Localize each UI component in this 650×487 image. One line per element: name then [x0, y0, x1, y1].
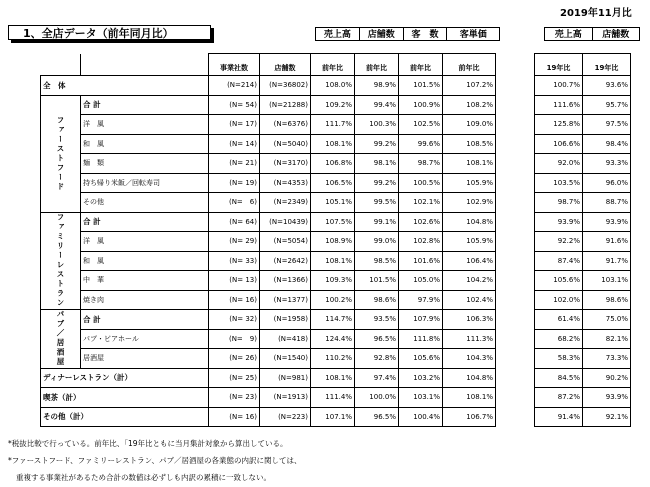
yoy-value: 108.1% — [443, 154, 496, 174]
row-label: 麺 類 — [81, 154, 209, 174]
companies-count: (N= 29) — [209, 232, 260, 252]
yoy-value: 102.8% — [399, 232, 443, 252]
table-row — [41, 173, 631, 193]
yoy-value: 104.2% — [443, 271, 496, 291]
gap-cell — [496, 368, 535, 388]
row-label: 和 風 — [81, 134, 209, 154]
note-3: 重複する事業社があるため合計の数値は必ずしも内訳の累積に一致しない。 — [16, 473, 271, 482]
vs-2019-value: 98.6% — [583, 290, 631, 310]
column-header: 店舗数 — [260, 54, 311, 76]
vs-2019-value: 98.4% — [583, 134, 631, 154]
gap-cell — [496, 290, 535, 310]
vs-2019-value: 73.3% — [583, 349, 631, 369]
row-label: 居酒屋 — [81, 349, 209, 369]
yoy-value: 107.2% — [443, 76, 496, 96]
header-side-sales: 売上高 — [545, 28, 593, 40]
table-row — [41, 154, 631, 174]
row-label: その他 — [81, 193, 209, 213]
group-label: ファーストフード — [41, 95, 81, 212]
gap-cell — [496, 271, 535, 291]
stores-count: (N=10439) — [260, 212, 311, 232]
row-label: 合 計 — [81, 95, 209, 115]
stores-count: (N=2642) — [260, 251, 311, 271]
stores-count: (N=6376) — [260, 115, 311, 135]
yoy-value: 108.1% — [311, 368, 355, 388]
yoy-value: 93.5% — [355, 310, 399, 330]
yoy-value: 102.6% — [399, 212, 443, 232]
yoy-value: 108.0% — [311, 76, 355, 96]
row-label: 合 計 — [81, 310, 209, 330]
yoy-value: 101.6% — [399, 251, 443, 271]
yoy-value: 109.2% — [311, 95, 355, 115]
companies-count: (N= 26) — [209, 349, 260, 369]
companies-count: (N= 33) — [209, 251, 260, 271]
companies-count: (N= 32) — [209, 310, 260, 330]
yoy-value: 101.5% — [399, 76, 443, 96]
yoy-value: 100.3% — [355, 115, 399, 135]
yoy-value: 101.5% — [355, 271, 399, 291]
yoy-value: 102.1% — [399, 193, 443, 213]
group-label: パブ／居酒屋 — [41, 310, 81, 369]
yoy-value: 107.5% — [311, 212, 355, 232]
gap-cell — [496, 54, 535, 76]
yoy-value: 99.5% — [355, 193, 399, 213]
yoy-value: 108.1% — [311, 251, 355, 271]
header-stores: 店舗数 — [360, 28, 404, 40]
gap-cell — [496, 193, 535, 213]
vs-2019-value: 93.6% — [583, 76, 631, 96]
yoy-value: 106.3% — [443, 310, 496, 330]
companies-count: (N= 21) — [209, 154, 260, 174]
gap-cell — [496, 388, 535, 408]
notes — [8, 438, 301, 483]
row-label: その他（計） — [41, 407, 209, 427]
table-row — [41, 193, 631, 213]
yoy-value: 99.2% — [355, 134, 399, 154]
companies-count: (N=214) — [209, 76, 260, 96]
row-label: 持ち帰り米飯／回転寿司 — [81, 173, 209, 193]
companies-count: (N= 6) — [209, 193, 260, 213]
vs-2019-value: 75.0% — [583, 310, 631, 330]
table-row — [41, 407, 631, 427]
yoy-value: 106.7% — [443, 407, 496, 427]
gap-cell — [496, 173, 535, 193]
yoy-value: 99.1% — [355, 212, 399, 232]
table-row — [41, 271, 631, 291]
stores-count: (N=1913) — [260, 388, 311, 408]
stores-count: (N=3170) — [260, 154, 311, 174]
yoy-value: 96.5% — [355, 329, 399, 349]
vs-2019-value: 93.9% — [583, 388, 631, 408]
yoy-value: 124.4% — [311, 329, 355, 349]
row-label: 和 風 — [81, 251, 209, 271]
header-side-stores: 店舗数 — [602, 30, 630, 40]
header-customers: 客 数 — [404, 28, 448, 40]
gap-cell — [496, 76, 535, 96]
gap-cell — [496, 232, 535, 252]
table-row — [41, 251, 631, 271]
row-label: 焼き肉 — [81, 290, 209, 310]
table-row — [41, 232, 631, 252]
yoy-value: 106.8% — [311, 154, 355, 174]
yoy-value: 111.8% — [399, 329, 443, 349]
companies-count: (N= 9) — [209, 329, 260, 349]
row-label: ディナーレストラン（計） — [41, 368, 209, 388]
yoy-value: 105.9% — [443, 232, 496, 252]
gap-cell — [496, 407, 535, 427]
companies-count: (N= 17) — [209, 115, 260, 135]
group-label: ファミリーレストラン — [41, 212, 81, 310]
stores-count: (N=223) — [260, 407, 311, 427]
stores-count: (N=5040) — [260, 134, 311, 154]
table-row — [41, 310, 631, 330]
yoy-value: 102.5% — [399, 115, 443, 135]
yoy-value: 103.2% — [399, 368, 443, 388]
vs-2019-value: 92.0% — [535, 154, 583, 174]
yoy-value: 99.0% — [355, 232, 399, 252]
companies-count: (N= 13) — [209, 271, 260, 291]
companies-count: (N= 64) — [209, 212, 260, 232]
stores-count: (N=5054) — [260, 232, 311, 252]
yoy-value: 104.8% — [443, 368, 496, 388]
yoy-value: 109.3% — [311, 271, 355, 291]
vs-2019-value: 125.8% — [535, 115, 583, 135]
side-metric-header — [544, 27, 640, 41]
table-row — [41, 368, 631, 388]
vs-2019-value: 92.1% — [583, 407, 631, 427]
table-row — [41, 115, 631, 135]
yoy-value: 108.1% — [311, 134, 355, 154]
vs-2019-value: 93.3% — [583, 154, 631, 174]
gap-cell — [496, 310, 535, 330]
table-row — [41, 212, 631, 232]
column-header: 19年比 — [583, 54, 631, 76]
stores-count: (N=1366) — [260, 271, 311, 291]
companies-count: (N= 23) — [209, 388, 260, 408]
table-row — [41, 349, 631, 369]
row-label: 喫茶（計） — [41, 388, 209, 408]
column-header: 19年比 — [535, 54, 583, 76]
yoy-value: 99.2% — [355, 173, 399, 193]
yoy-value: 105.6% — [399, 349, 443, 369]
vs-2019-value: 91.4% — [535, 407, 583, 427]
gap-cell — [496, 212, 535, 232]
yoy-value: 102.9% — [443, 193, 496, 213]
vs-2019-value: 61.4% — [535, 310, 583, 330]
yoy-value: 106.4% — [443, 251, 496, 271]
column-header-row — [41, 54, 631, 76]
yoy-value: 108.9% — [311, 232, 355, 252]
yoy-value: 98.7% — [399, 154, 443, 174]
vs-2019-value: 91.6% — [583, 232, 631, 252]
vs-2019-value: 100.7% — [535, 76, 583, 96]
stores-count: (N=36802) — [260, 76, 311, 96]
companies-count: (N= 54) — [209, 95, 260, 115]
yoy-value: 100.9% — [399, 95, 443, 115]
row-label: 洋 風 — [81, 232, 209, 252]
yoy-value: 96.5% — [355, 407, 399, 427]
yoy-value: 104.8% — [443, 212, 496, 232]
data-table — [40, 53, 631, 427]
vs-2019-value: 111.6% — [535, 95, 583, 115]
vs-2019-value: 92.2% — [535, 232, 583, 252]
vs-2019-value: 106.6% — [535, 134, 583, 154]
main-metric-header — [315, 27, 500, 41]
header-sales: 売上高 — [316, 28, 360, 40]
yoy-value: 100.0% — [355, 388, 399, 408]
yoy-value: 111.4% — [311, 388, 355, 408]
yoy-value: 107.1% — [311, 407, 355, 427]
stores-count: (N=4353) — [260, 173, 311, 193]
yoy-value: 108.5% — [443, 134, 496, 154]
companies-count: (N= 14) — [209, 134, 260, 154]
yoy-value: 98.1% — [355, 154, 399, 174]
vs-2019-value: 91.7% — [583, 251, 631, 271]
column-header: 前年比 — [311, 54, 355, 76]
yoy-value: 100.2% — [311, 290, 355, 310]
yoy-value: 114.7% — [311, 310, 355, 330]
yoy-value: 102.4% — [443, 290, 496, 310]
vs-2019-value: 103.1% — [583, 271, 631, 291]
note-2: *ファーストフード、ファミリーレストラン、パブ／居酒屋の各業態の内訳に関しては、 — [8, 456, 302, 465]
vs-2019-value: 102.0% — [535, 290, 583, 310]
vs-2019-value: 105.6% — [535, 271, 583, 291]
yoy-value: 97.4% — [355, 368, 399, 388]
gap-cell — [496, 349, 535, 369]
row-label: 合 計 — [81, 212, 209, 232]
yoy-value: 106.5% — [311, 173, 355, 193]
companies-count: (N= 25) — [209, 368, 260, 388]
column-header: 事業社数 — [209, 54, 260, 76]
vs-2019-value: 98.7% — [535, 193, 583, 213]
yoy-value: 98.5% — [355, 251, 399, 271]
vs-2019-value: 95.7% — [583, 95, 631, 115]
row-label: 洋 風 — [81, 115, 209, 135]
gap-cell — [496, 251, 535, 271]
section-title: 1、全店データ（前年同月比） — [8, 25, 211, 40]
yoy-value: 107.9% — [399, 310, 443, 330]
yoy-value: 100.4% — [399, 407, 443, 427]
yoy-value: 103.1% — [399, 388, 443, 408]
stores-count: (N=1377) — [260, 290, 311, 310]
yoy-value: 100.5% — [399, 173, 443, 193]
table-row — [41, 290, 631, 310]
yoy-value: 99.4% — [355, 95, 399, 115]
table-row — [41, 329, 631, 349]
note-1: *税抜比較で行っている。前年比、「19年比ともに当月集計対象から算出している。 — [8, 439, 288, 448]
stores-count: (N=21288) — [260, 95, 311, 115]
yoy-value: 104.3% — [443, 349, 496, 369]
table-row — [41, 388, 631, 408]
column-header: 前年比 — [443, 54, 496, 76]
yoy-value: 108.2% — [443, 95, 496, 115]
yoy-value: 110.2% — [311, 349, 355, 369]
stores-count: (N=418) — [260, 329, 311, 349]
yoy-value: 108.1% — [443, 388, 496, 408]
yoy-value: 105.0% — [399, 271, 443, 291]
stores-count: (N=1540) — [260, 349, 311, 369]
companies-count: (N= 16) — [209, 407, 260, 427]
stores-count: (N=1958) — [260, 310, 311, 330]
row-label: パブ・ビアホール — [81, 329, 209, 349]
yoy-value: 109.0% — [443, 115, 496, 135]
vs-2019-value: 88.7% — [583, 193, 631, 213]
vs-2019-value: 93.9% — [583, 212, 631, 232]
vs-2019-value: 68.2% — [535, 329, 583, 349]
vs-2019-value: 97.5% — [583, 115, 631, 135]
vs-2019-value: 93.9% — [535, 212, 583, 232]
vs-2019-value: 90.2% — [583, 368, 631, 388]
vs-2019-value: 103.5% — [535, 173, 583, 193]
gap-cell — [496, 134, 535, 154]
yoy-value: 111.3% — [443, 329, 496, 349]
blank-cell — [41, 54, 81, 76]
yoy-value: 98.6% — [355, 290, 399, 310]
column-header: 前年比 — [355, 54, 399, 76]
yoy-value: 105.9% — [443, 173, 496, 193]
gap-cell — [496, 329, 535, 349]
yoy-value: 105.1% — [311, 193, 355, 213]
companies-count: (N= 19) — [209, 173, 260, 193]
stores-count: (N=981) — [260, 368, 311, 388]
header-unit-price: 客単価 — [459, 30, 487, 40]
vs-2019-value: 87.2% — [535, 388, 583, 408]
yoy-value: 92.8% — [355, 349, 399, 369]
vs-2019-value: 84.5% — [535, 368, 583, 388]
blank-cell — [81, 54, 209, 76]
table-row — [41, 95, 631, 115]
yoy-value: 99.6% — [399, 134, 443, 154]
gap-cell — [496, 115, 535, 135]
column-header: 前年比 — [399, 54, 443, 76]
report-date: 2019年11月比 — [560, 8, 632, 19]
table-row — [41, 134, 631, 154]
yoy-value: 97.9% — [399, 290, 443, 310]
stores-count: (N=2349) — [260, 193, 311, 213]
yoy-value: 111.7% — [311, 115, 355, 135]
vs-2019-value: 96.0% — [583, 173, 631, 193]
companies-count: (N= 16) — [209, 290, 260, 310]
vs-2019-value: 58.3% — [535, 349, 583, 369]
yoy-value: 98.9% — [355, 76, 399, 96]
row-label: 中 華 — [81, 271, 209, 291]
vs-2019-value: 87.4% — [535, 251, 583, 271]
gap-cell — [496, 154, 535, 174]
row-label: 全 体 — [41, 76, 209, 96]
gap-cell — [496, 95, 535, 115]
table-row — [41, 76, 631, 96]
vs-2019-value: 82.1% — [583, 329, 631, 349]
